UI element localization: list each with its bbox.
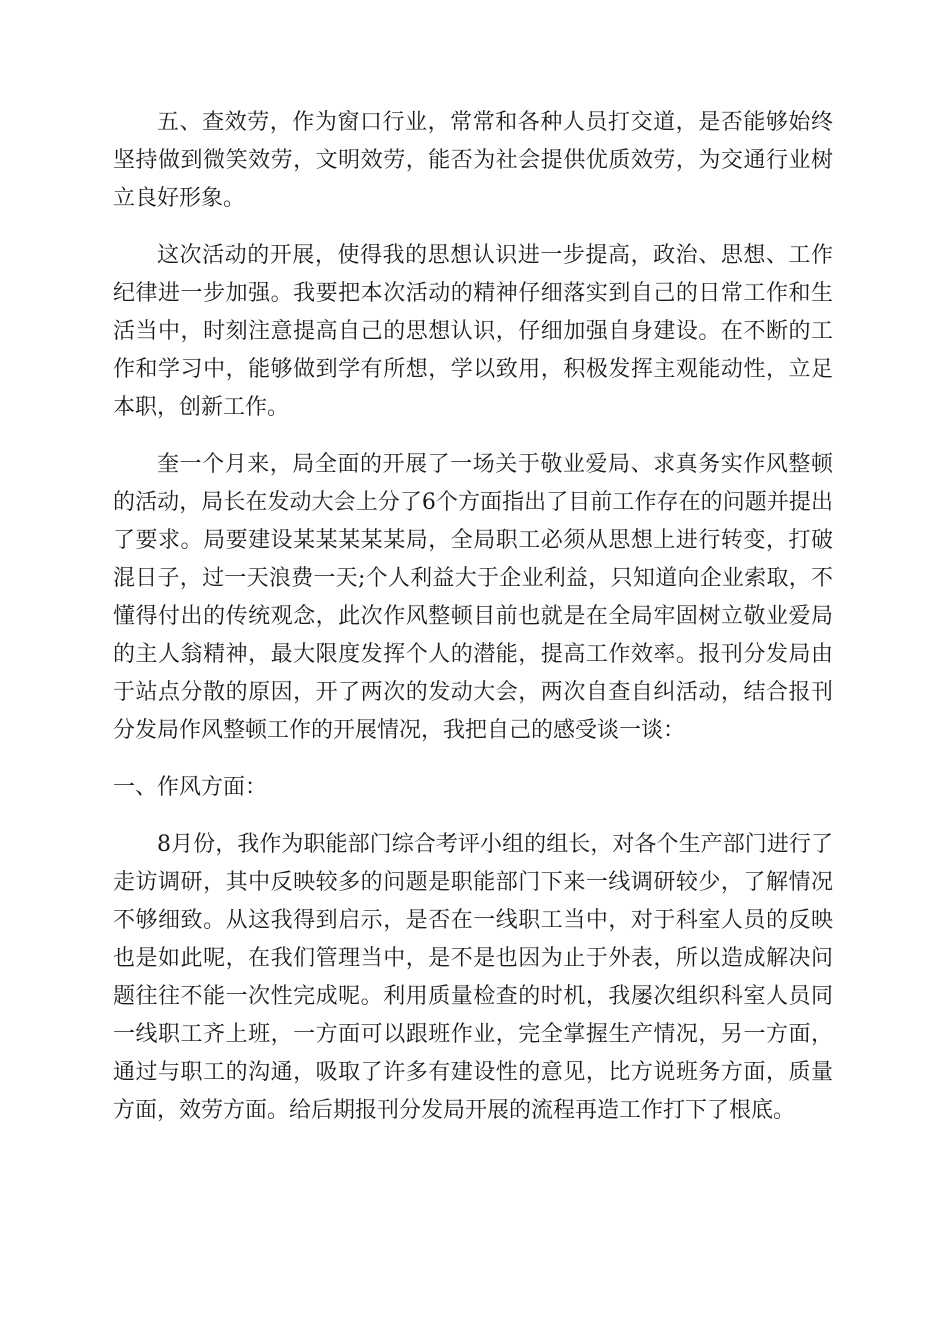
paragraph-activity-reflection: 这次活动的开展，使得我的思想认识进一步提高，政治、思想、工作纪律进一步加强。我要把本次活动的精神仔细落实到自己的日常工作和生活当中，时刻注意提高自己的思想认识，仔细加强自身建设。在不断的工作和学习中，能够做到学有所想，学以致用，积极发挥主观能动性，立足本职，创新工作。 xyxy=(113,243,833,420)
paragraph-check-service: 五、查效劳，作为窗口行业，常常和各种人员打交道，是否能够始终坚持做到微笑效劳，文明效劳，能否为社会提供优质效劳，为交通行业树立良好形象。 xyxy=(113,110,833,211)
document-body xyxy=(113,104,833,1149)
paragraph-rectification-campaign: 奎一个月来，局全面的开展了一场关于敬业爱局、求真务实作风整顿的活动，局长在发动大会上分了6个方面指出了目前工作存在的问题并提出了要求。局要建设某某某某某局，全局职工必须从思想上进行转变，打破混日子，过一天浪费一天;个人利益大于企业利益，只知道向企业索取，不懂得付出的传统观念，此次作风整顿目前也就是在全局牢固树立敬业爱局的主人翁精神，最大限度发挥个人的潜能，提高工作效率。报刊分发局由于站点分散的原因，开了两次的发动大会，两次自查自纠活动，结合报刊分发局作风整顿工作的开展情况，我把自己的感受谈一谈： xyxy=(113,452,833,743)
paragraph-august-survey: 8月份，我作为职能部门综合考评小组的组长，对各个生产部门进行了走访调研，其中反映较多的问题是职能部门下来一线调研较少，了解情况不够细致。从这我得到启示，是否在一线职工当中，对于科室人员的反映也是如此呢，在我们管理当中，是不是也因为止于外表，所以造成解决问题往往不能一次性完成呢。利用质量检查的时机，我屡次组织科室人员同一线职工齐上班，一方面可以跟班作业，完全掌握生产情况，另一方面，通过与职工的沟通，吸取了许多有建设性的意见，比方说班务方面，质量方面，效劳方面。给后期报刊分发局开展的流程再造工作打下了根底。 xyxy=(113,832,833,1123)
section-heading-work-style: 一、作风方面： xyxy=(113,775,268,800)
